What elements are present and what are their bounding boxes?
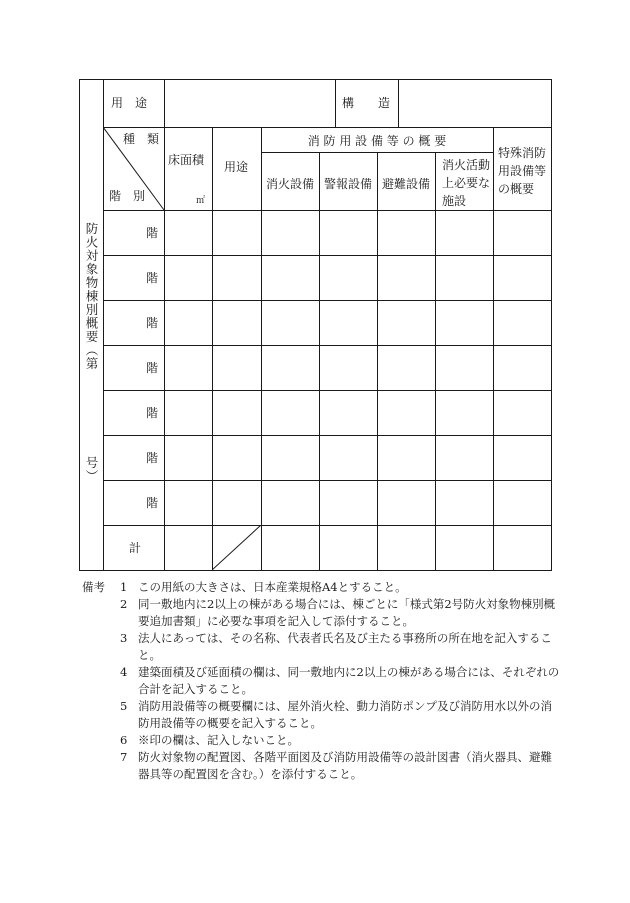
note-item — [82, 579, 562, 596]
note-text: 消防用設備等の概要欄には、屋外消火栓、動力消防ポンプ及び消防用水以外の消防用設備等の概要を記入すること。 — [138, 699, 552, 730]
floor-row-label: 階 — [146, 271, 159, 285]
note-text: この用紙の大きさは、日本産業規格A4とすること。 — [138, 580, 407, 594]
fire-extinguishing-label: 消火設備 — [265, 177, 314, 191]
structure-header-label: 構 造 — [342, 96, 391, 110]
building-summary-table — [79, 79, 552, 571]
evacuation-column-divider — [377, 153, 378, 570]
note-number: 5 — [120, 699, 128, 713]
notes-heading: 備考 — [82, 580, 105, 594]
row-divider — [103, 390, 551, 391]
firefighting-column-divider — [435, 153, 436, 570]
note-number: 2 — [120, 597, 128, 611]
side-title: 防火対象物棟別概要（第 — [84, 222, 99, 371]
floor-row-label: 階 — [146, 226, 159, 240]
floor-label: 階 別 — [109, 189, 146, 203]
alarm-column-divider — [319, 153, 320, 570]
equipment-group-divider — [261, 152, 493, 153]
structure-label-right-divider — [398, 80, 399, 128]
row-divider — [103, 345, 551, 346]
side-title-end: 号） — [84, 456, 99, 483]
note-item — [82, 749, 562, 783]
total-usage-diagonal-line — [212, 525, 262, 571]
note-text: ※印の欄は、記入しないこと。 — [138, 733, 299, 747]
note-text: 防火対象物の配置図、各階平面図及び消防用設備等の設計図書（消火器具、避難器具等の配置図を含む。）を添付すること。 — [138, 750, 552, 781]
note-text: 建築面積及び延面積の欄は、同一敷地内に2以上の棟がある場合には、それぞれの合計を記入すること。 — [138, 665, 560, 696]
usage-column-label: 用途 — [224, 160, 249, 174]
special-label-line1: 特殊消防 — [498, 146, 547, 160]
floor-area-unit: ㎡ — [196, 196, 206, 206]
floor-row-label: 階 — [146, 361, 159, 375]
evacuation-label: 避難設備 — [381, 177, 430, 191]
note-number: 6 — [120, 733, 128, 747]
total-label: 計 — [129, 541, 142, 555]
header-row-divider — [103, 127, 551, 128]
usage-header-label: 用 途 — [111, 96, 148, 110]
note-item — [82, 698, 562, 732]
floor-row-label: 階 — [146, 316, 159, 330]
equipment-group-label: 消 防 用 設 備 等 の 概 要 — [307, 134, 447, 148]
floor-row-label: 階 — [146, 496, 159, 510]
special-column-divider — [493, 128, 494, 570]
notes-section — [82, 579, 562, 783]
note-item — [82, 664, 562, 698]
note-item — [82, 596, 562, 630]
structure-label-left-divider — [335, 80, 336, 128]
note-text: 法人にあっては、その名称、代表者氏名及び主たる事務所の所在地を記入すること。 — [138, 631, 552, 662]
type-label: 種 類 — [123, 132, 160, 146]
row-divider — [103, 255, 551, 256]
usage-column-divider — [261, 128, 262, 570]
firefighting-label-line3: 施設 — [442, 194, 467, 208]
firefighting-label-line1: 消火活動 — [442, 158, 491, 172]
note-number: 7 — [120, 750, 128, 764]
note-number: 3 — [120, 631, 128, 645]
row-divider — [103, 480, 551, 481]
note-item — [82, 732, 562, 749]
special-label-line3: の概要 — [498, 182, 535, 196]
note-number: 4 — [120, 665, 128, 679]
column-header-divider — [103, 210, 551, 211]
alarm-label: 警報設備 — [323, 177, 372, 191]
floor-row-label: 階 — [146, 451, 159, 465]
note-text: 同一敷地内に2以上の棟がある場合には、棟ごとに「様式第2号防火対象物棟別概要追加書類」に必要な事項を記入して添付すること。 — [138, 597, 556, 628]
row-divider — [103, 300, 551, 301]
floor-area-column-divider — [212, 128, 213, 570]
special-label-line2: 用設備等 — [498, 164, 547, 178]
row-divider — [103, 435, 551, 436]
row-divider — [103, 525, 551, 526]
floor-row-label: 階 — [146, 406, 159, 420]
firefighting-label-line2: 上必要な — [442, 176, 491, 190]
note-item — [82, 630, 562, 664]
floor-area-label: 床面積 — [168, 153, 205, 167]
note-number: 1 — [120, 580, 128, 594]
